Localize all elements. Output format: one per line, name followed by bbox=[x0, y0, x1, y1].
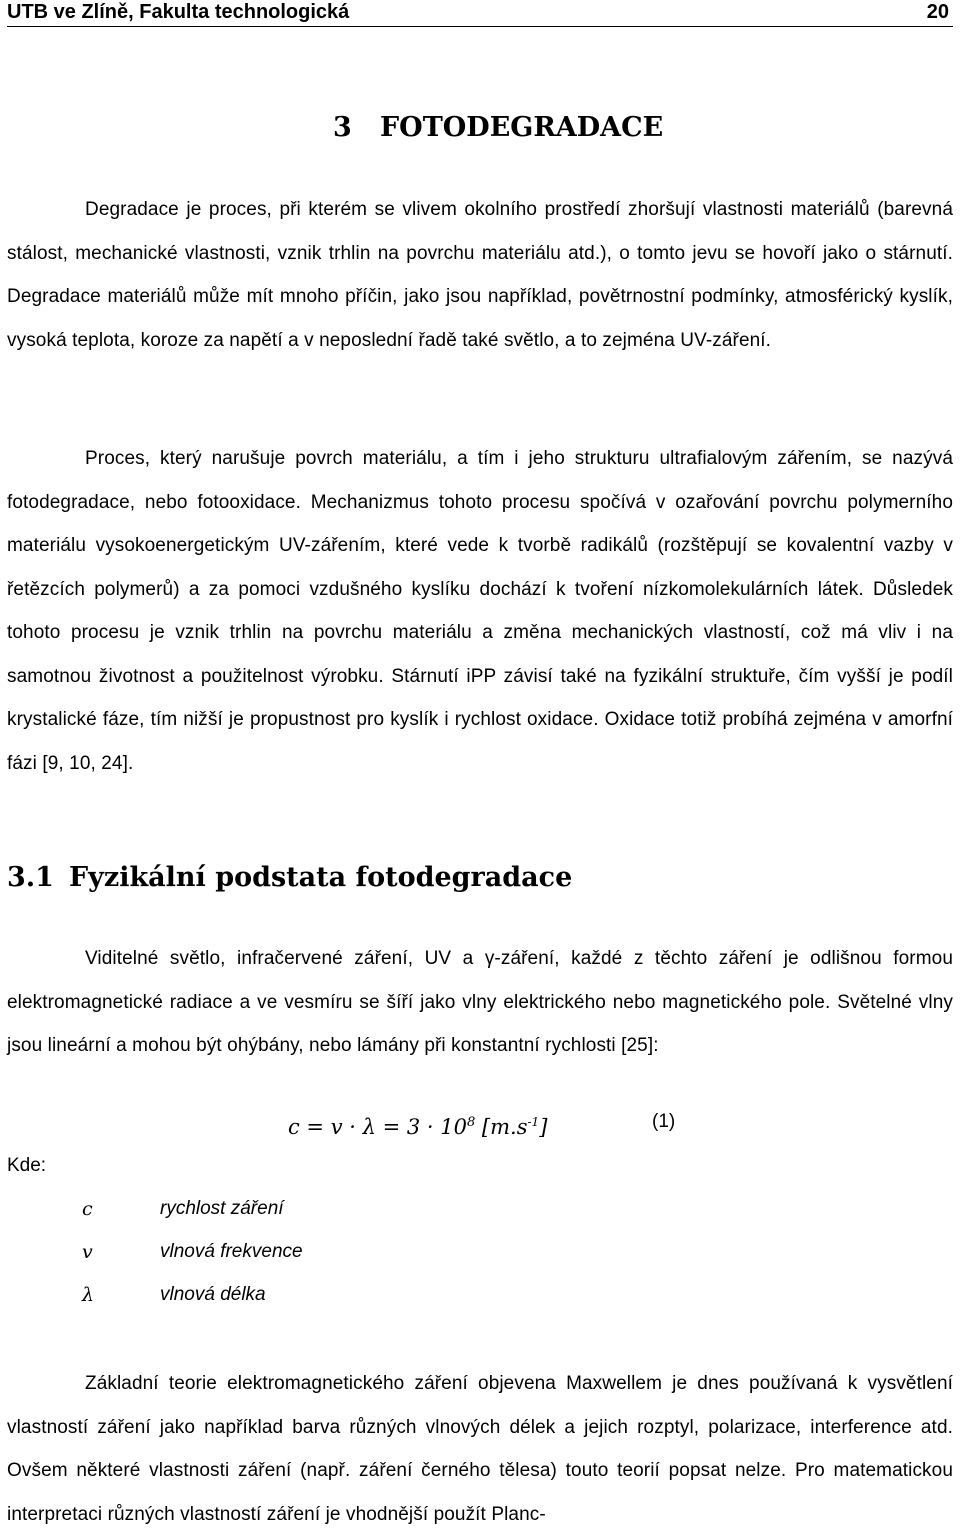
chapter-title: FOTODEGRADACE bbox=[380, 112, 664, 143]
equation-lhs: c = v · λ = 3 · 10 bbox=[288, 1115, 467, 1139]
paragraph-2-text: Proces, který narušuje povrch materiálu, a tím i jeho strukturu ultrafialovým zářením, se nazývá fotodegradace, nebo fotooxidace. Mechanizmus tohoto procesu spočívá v ozařování povrchu polymerního materiálu vysokoenergetickým UV-zářením, které vede k tvorbě radikálů (rozštěpují se kovalentní vazby v řetězcích polymerů) a za pomoci vzdušného kyslíku dochází k tvoření nízkomolekulárních látek. Důsledek tohoto procesu je vznik trhlin na povrchu materiálu a změna mechanických vlastností, což má vliv i na samotnou životnost a použitelnost výrobku. Stárnutí iPP závisí také na fyzikální struktuře, čím vyšší je podíl krystalické fáze, tím nižší je propustnost pro kyslík i rychlost oxidace. Oxidace totiž probíhá zejména v amorfní fázi [9, 10, 24]. bbox=[7, 448, 953, 774]
paragraph-1-text: Degradace je proces, při kterém se vlivem okolního prostředí zhoršují vlastnosti materiálů (barevná stálost, mechanické vlastnosti, vznik trhlin na povrchu materiálu atd.), o tomto jevu se hovoří jako o stárnutí. Degradace materiálů může mít mnoho příčin, jako jsou například, povětrnostní podmínky, atmosférický kyslík, vysoká teplota, koroze za napětí a v neposlední řadě také světlo, a to zejména UV-záření. bbox=[7, 199, 953, 351]
symbol-row bbox=[0, 1232, 600, 1272]
symbol-description: rychlost záření bbox=[160, 1198, 284, 1219]
equation bbox=[288, 1102, 547, 1147]
equation-exponent: 8 bbox=[466, 1115, 476, 1130]
symbol-row bbox=[0, 1189, 600, 1229]
symbol-row bbox=[0, 1275, 600, 1315]
paragraph-4 bbox=[7, 1362, 953, 1536]
paragraph-2 bbox=[7, 437, 953, 785]
where-label: Kde: bbox=[7, 1155, 47, 1176]
symbol-description: vlnová frekvence bbox=[160, 1241, 303, 1262]
paragraph-1 bbox=[7, 188, 953, 362]
header-title: UTB ve Zlíně, Fakulta technologická bbox=[7, 1, 350, 23]
paragraph-3 bbox=[7, 937, 953, 1068]
section-number: 3.1 bbox=[7, 862, 54, 893]
equation-unit-open: [m.s bbox=[475, 1115, 528, 1139]
equation-unit-close: ] bbox=[539, 1115, 548, 1139]
page-header bbox=[7, 0, 953, 27]
symbol: c bbox=[82, 1198, 93, 1220]
symbol-description: vlnová délka bbox=[160, 1284, 266, 1305]
equation-unit-exponent: -1 bbox=[527, 1115, 540, 1129]
symbol: λ bbox=[82, 1284, 95, 1306]
equation-number: (1) bbox=[652, 1111, 676, 1132]
chapter-number: 3 bbox=[333, 112, 352, 143]
symbol: v bbox=[82, 1241, 93, 1263]
paragraph-4-text: Základní teorie elektromagnetického záření objevena Maxwellem je dnes používaná k vysvětlení vlastností záření jako například barva různých vlnových délek a jejich rozptyl, polarizace, interference atd. Ovšem některé vlastnosti záření (např. záření černého tělesa) touto teorií popsat nelze. Pro matematickou interpretaci různých vlastností záření je vhodnější použít Planc- bbox=[7, 1373, 953, 1525]
section-title: Fyzikální podstata fotodegradace bbox=[69, 862, 573, 893]
section-heading bbox=[7, 856, 572, 900]
paragraph-3-text: Viditelné světlo, infračervené záření, UV a γ-záření, každé z těchto záření je odlišnou formou elektromagnetické radiace a ve vesmíru se šíří jako vlny elektrického nebo magnetického pole. Světelné vlny jsou lineární a mohou být ohýbány, nebo lámány při konstantní rychlosti [25]: bbox=[7, 948, 953, 1056]
chapter-heading bbox=[333, 108, 663, 148]
page-number: 20 bbox=[926, 1, 949, 23]
